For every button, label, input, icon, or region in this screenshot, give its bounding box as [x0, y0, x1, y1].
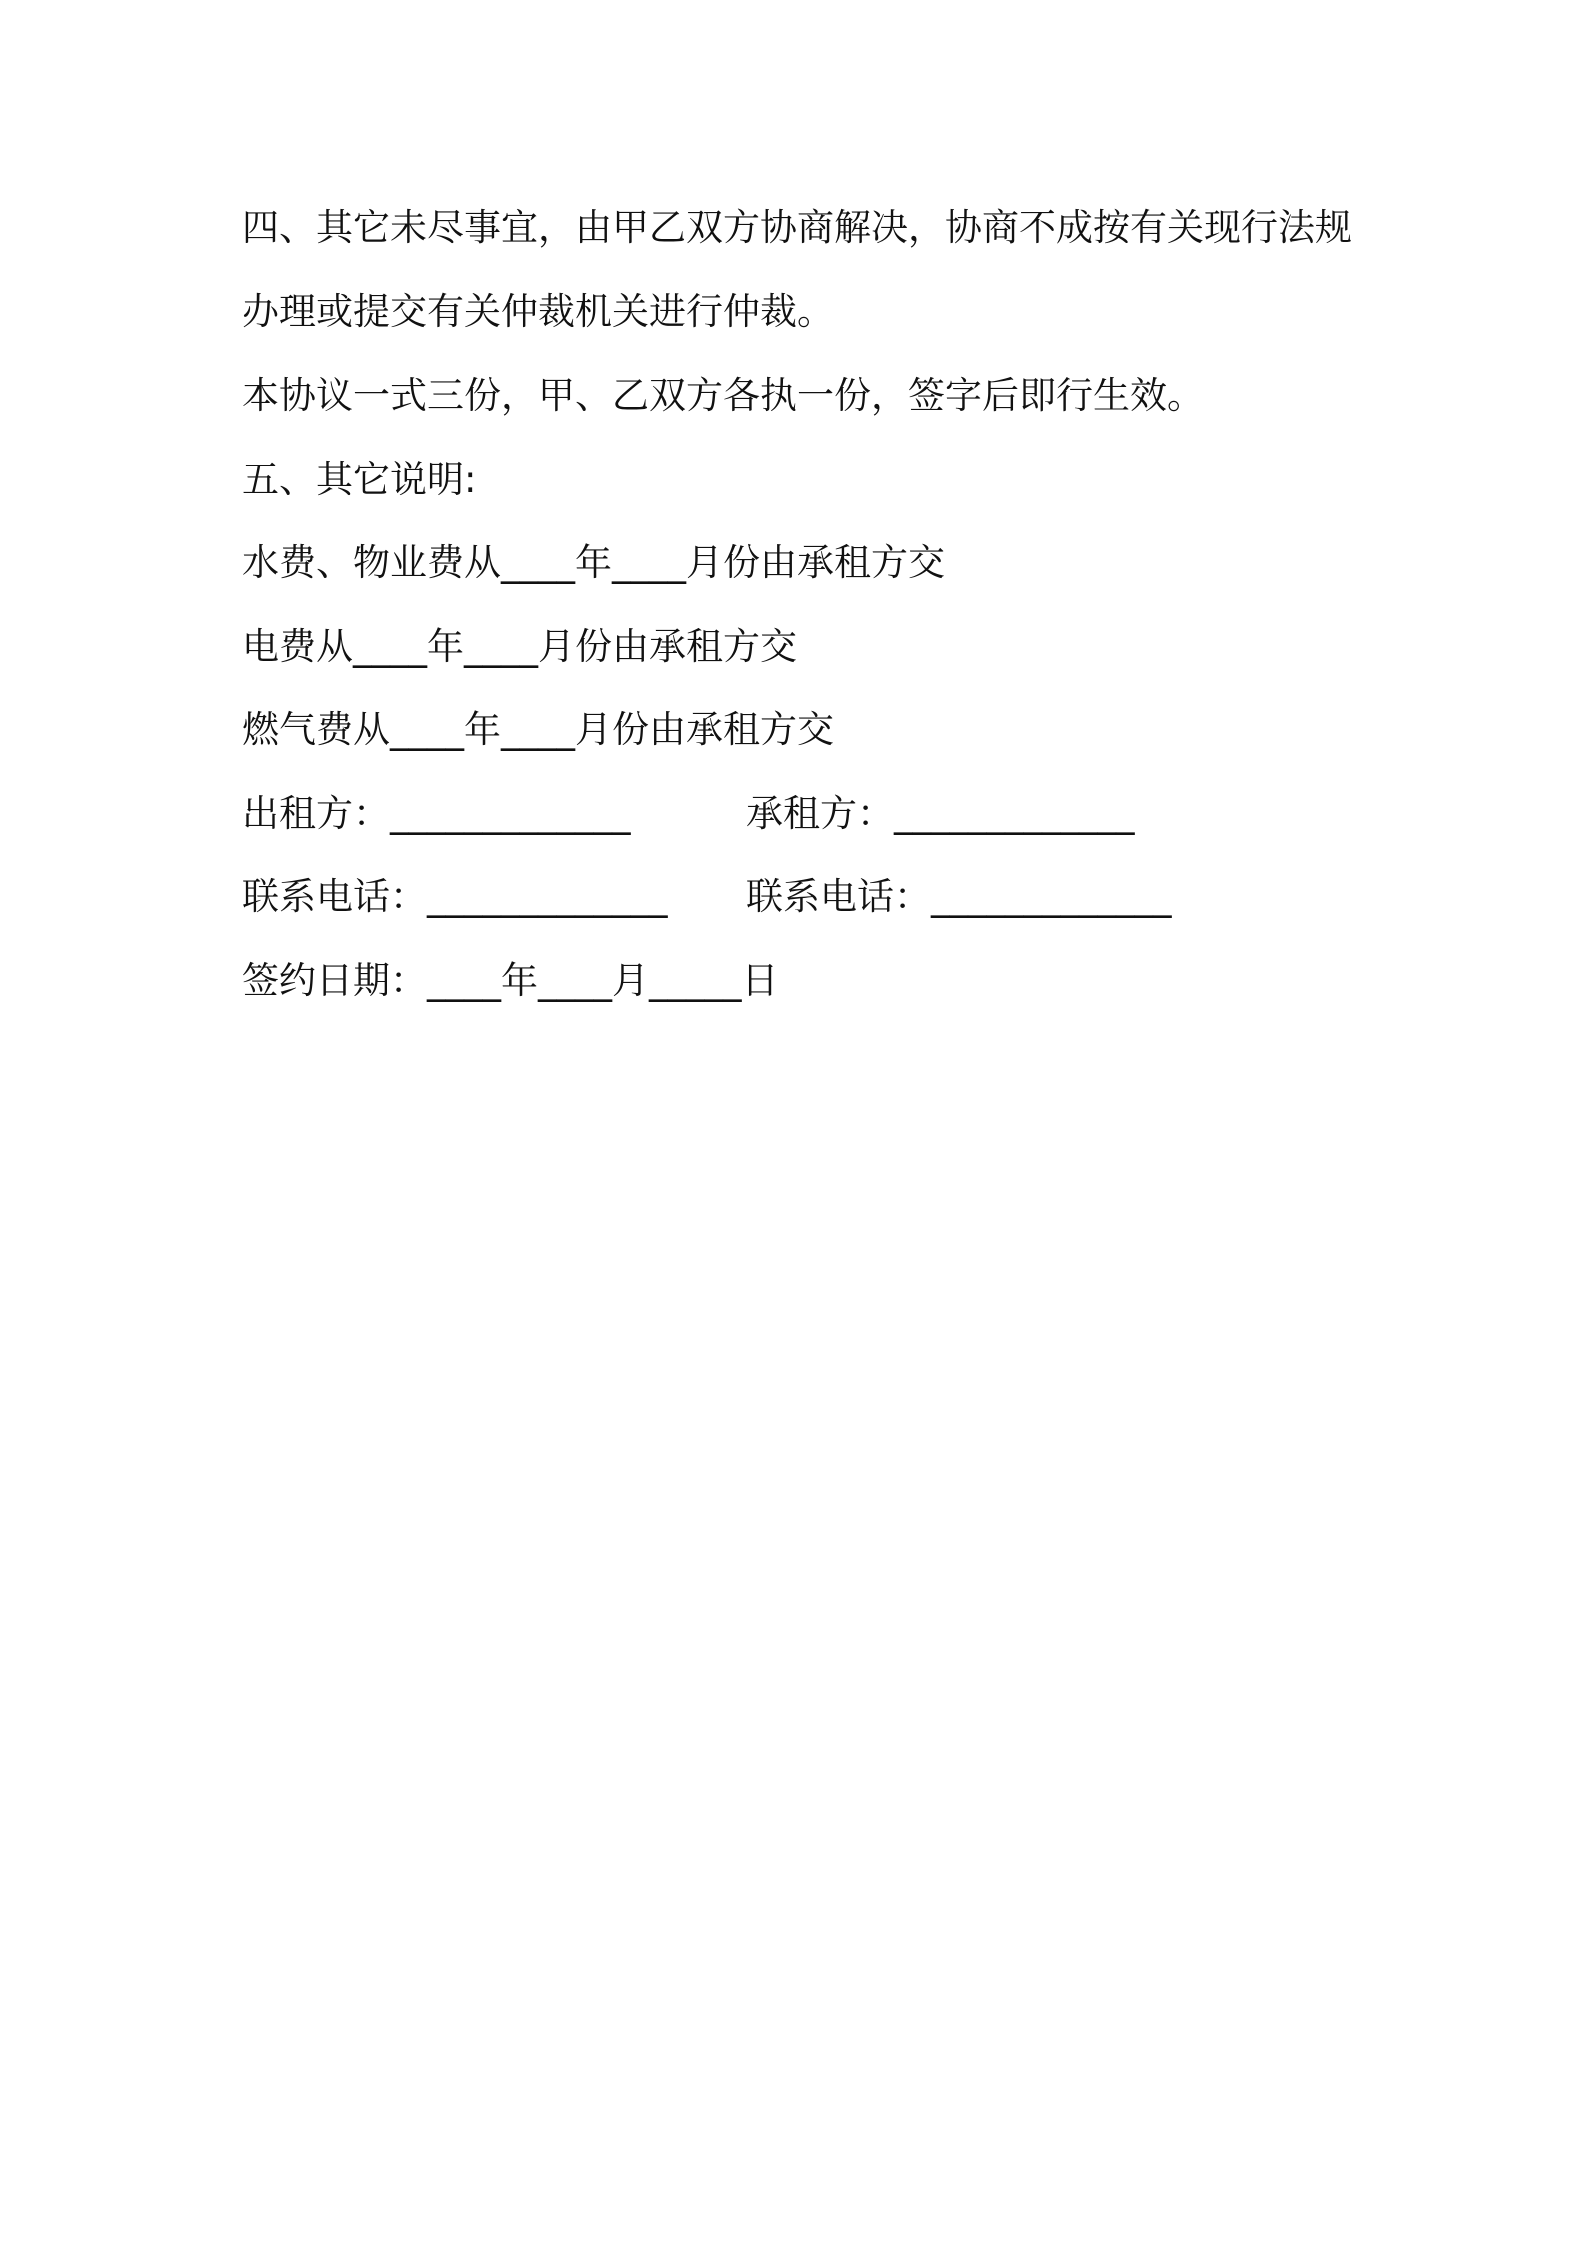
copies-note: 本协议一式三份，甲、乙双方各执一份，签字后即行生效。: [242, 374, 1204, 417]
electricity-fee-line: 电费从____年____月份由承租方交: [242, 625, 797, 668]
clause-4-line-1: 四、其它未尽事宜，由甲乙双方协商解决，协商不成按有关现行法规: [242, 206, 1352, 249]
section-5-heading: 五、其它说明:: [242, 458, 477, 501]
gas-fee-line: 燃气费从____年____月份由承租方交: [242, 708, 834, 751]
lessor-phone-field: 联系电话：_____________: [242, 875, 668, 918]
clause-4-line-2: 办理或提交有关仲裁机关进行仲裁。: [242, 290, 834, 333]
lessor-field: 出租方：_____________: [242, 792, 631, 835]
lessee-field: 承租方：_____________: [746, 792, 1135, 835]
lessee-phone-field: 联系电话：_____________: [746, 875, 1172, 918]
signing-date-field: 签约日期：____年____月_____日: [242, 959, 779, 1002]
water-property-fee-line: 水费、物业费从____年____月份由承租方交: [242, 541, 945, 584]
